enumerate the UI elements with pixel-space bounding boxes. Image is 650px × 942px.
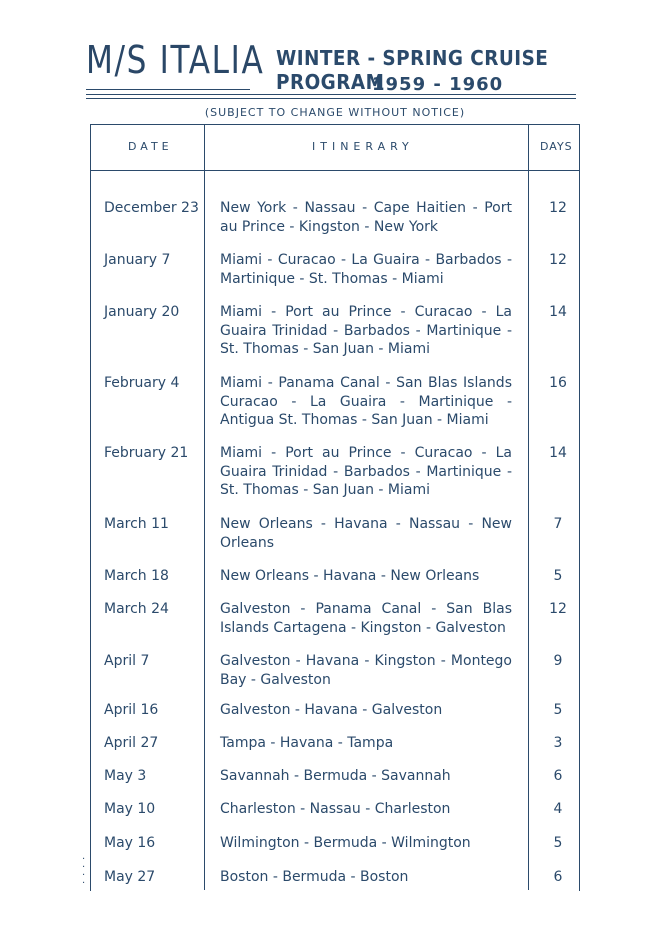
row-days: 12 — [549, 601, 567, 617]
row-date: February 4 — [104, 375, 180, 391]
row-date: February 21 — [104, 445, 189, 461]
divider-rule-upper — [86, 94, 576, 95]
row-date: May 27 — [104, 869, 156, 885]
program-years: 1959 - 1960 — [372, 74, 504, 95]
row-days: 6 — [553, 869, 563, 885]
divider-rule-lower — [86, 98, 576, 99]
ship-name: M/S ITALIA — [86, 38, 265, 82]
column-header-itinerary: ITINERARY — [312, 140, 414, 153]
row-days: 12 — [549, 252, 567, 268]
row-date: December 23 — [104, 200, 199, 216]
row-date: January 20 — [104, 304, 180, 320]
row-date: March 24 — [104, 601, 169, 617]
row-itinerary: Miami - Port au Prince - Curacao - La Guaira Trinidad - Barbados - Martinique - St. Thomas - San Juan - Miami — [220, 304, 512, 357]
row-itinerary: Miami - Port au Prince - Curacao - La Guaira Trinidad - Barbados - Martinique - St. Thomas - San Juan - Miami — [220, 445, 512, 498]
program-title: WINTER - SPRING CRUISE PROGRAM — [276, 46, 549, 94]
column-header-days: DAYS — [540, 140, 573, 153]
title-underline — [86, 89, 250, 90]
row-days: 5 — [553, 568, 563, 584]
margin-marks: · · · · — [82, 854, 86, 889]
row-days: 7 — [553, 516, 563, 532]
row-itinerary: Galveston - Panama Canal - San Blas Islands Cartagena - Kingston - Galveston — [220, 601, 512, 636]
row-itinerary: Tampa - Havana - Tampa — [220, 735, 394, 751]
row-itinerary: Galveston - Havana - Galveston — [220, 702, 443, 718]
row-days: 14 — [549, 304, 567, 320]
row-itinerary: New Orleans - Havana - Nassau - New Orleans — [220, 516, 512, 551]
row-days: 14 — [549, 445, 567, 461]
row-date: May 16 — [104, 835, 156, 851]
row-days: 4 — [553, 801, 563, 817]
row-days: 6 — [553, 768, 563, 784]
row-days: 3 — [553, 735, 563, 751]
row-itinerary: Wilmington - Bermuda - Wilmington — [220, 835, 471, 851]
row-date: January 7 — [104, 252, 171, 268]
row-itinerary: Boston - Bermuda - Boston — [220, 869, 409, 885]
header-rule — [90, 170, 579, 171]
row-days: 9 — [553, 653, 563, 669]
row-days: 12 — [549, 200, 567, 216]
row-itinerary: Galveston - Havana - Kingston - Montego Bay - Galveston — [220, 653, 512, 688]
row-itinerary: New York - Nassau - Cape Haitien - Port au Prince - Kingston - New York — [220, 200, 512, 235]
row-days: 5 — [553, 835, 563, 851]
row-itinerary: Savannah - Bermuda - Savannah — [220, 768, 451, 784]
row-days: 5 — [553, 702, 563, 718]
row-date: May 10 — [104, 801, 156, 817]
column-divider-days — [528, 124, 529, 890]
row-itinerary: New Orleans - Havana - New Orleans — [220, 568, 480, 584]
row-date: April 7 — [104, 653, 150, 669]
column-header-date: DATE — [128, 140, 173, 153]
row-itinerary: Miami - Curacao - La Guaira - Barbados - Martinique - St. Thomas - Miami — [220, 252, 512, 287]
row-date: May 3 — [104, 768, 147, 784]
row-date: April 27 — [104, 735, 159, 751]
row-itinerary: Miami - Panama Canal - San Blas Islands Curacao - La Guaira - Martinique - Antigua St. Thomas - San Juan - Miami — [220, 375, 512, 428]
column-divider-date — [204, 124, 205, 890]
change-notice: (SUBJECT TO CHANGE WITHOUT NOTICE) — [204, 106, 466, 119]
row-date: March 11 — [104, 516, 169, 532]
row-date: March 18 — [104, 568, 169, 584]
row-days: 16 — [549, 375, 567, 391]
row-date: April 16 — [104, 702, 159, 718]
row-itinerary: Charleston - Nassau - Charleston — [220, 801, 451, 817]
